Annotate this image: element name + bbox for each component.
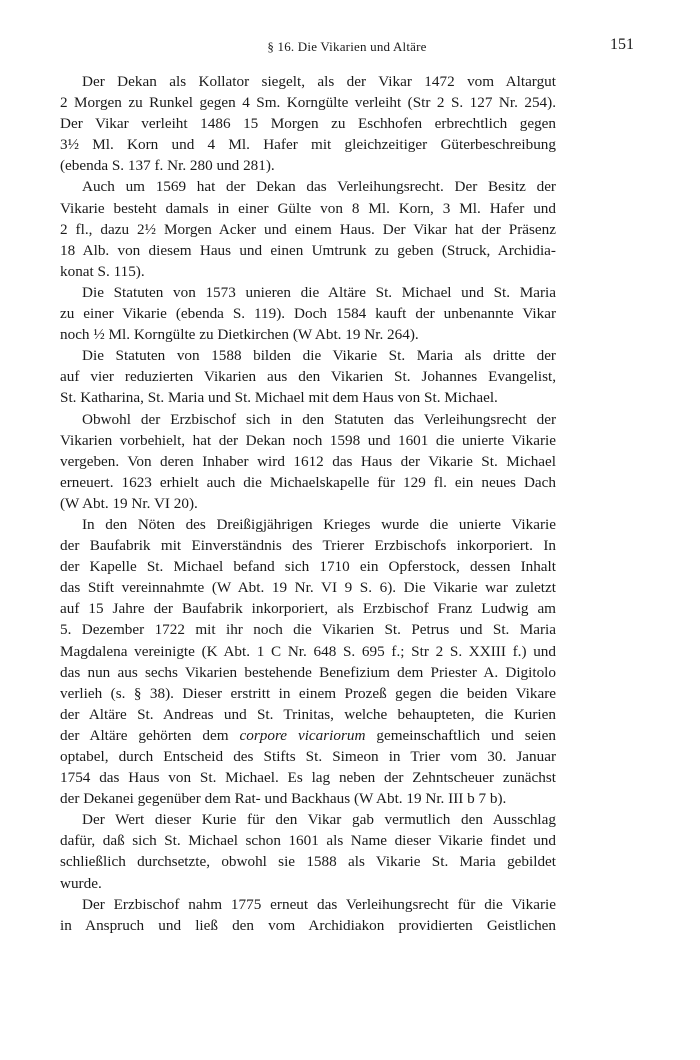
paragraph [60,809,556,893]
text-line: Vikarien vorbehielt, hat der Dekan noch 1598 und 1601 die unierte Vikarie [60,431,556,449]
text-line: erneuert. 1623 erhielt auch die Michaelskapelle für 129 fl. ein neues Dach [60,473,556,491]
page-number: 151 [610,36,634,53]
text-line: Magdalena vereinigte (K Abt. 1 C Nr. 648 S. 695 f.; Str 2 S. XXIII f.) und [60,642,556,660]
text-line: das Stift vereinnahmte (W Abt. 19 Nr. VI 9 S. 6). Die Vikarie war zuletzt [60,579,556,597]
text-line: 18 Alb. von diesem Haus und einen Umtrunk zu geben (Struck, Archidia- [60,241,556,259]
text-line: (W Abt. 19 Nr. VI 20). [60,494,198,512]
text-line: 5. Dezember 1722 mit ihr noch die Vikarien St. Petrus und St. Maria [60,621,556,639]
text-line: schließlich durchsetzte, obwohl sie 1588 als Vikarie St. Maria gebildet [60,853,556,871]
paragraph [60,409,556,514]
text-line: auf 15 Jahre der Baufabrik inkorporiert, als Erzbischof Franz Ludwig am [60,600,556,618]
text-line: zu einer Vikarie (ebenda S. 119). Doch 1584 kauft der unbenannte Vikar [60,305,556,323]
text-line: optabel, durch Entscheid des Stifts St. Simeon in Trier vom 30. Januar [60,748,556,765]
text-line: auf vier reduzierten Vikarien aus den Vikarien St. Johannes Evangelist, [60,368,556,386]
text-line: verlieh (s. § 38). Dieser erstritt in einem Prozeß gegen die beiden Vikare [60,684,556,702]
text-line: in Anspruch und ließ den vom Archidiakon providierten Geistlichen [60,916,556,934]
text-line: In den Nöten des Dreißigjährigen Krieges wurde die unierte Vikarie [82,515,556,533]
text-line: der Kapelle St. Michael befand sich 1710 ein Opferstock, dessen Inhalt [60,558,556,576]
text-line: Der Wert dieser Kurie für den Vikar gab vermutlich den Ausschlag [82,811,556,829]
text-line: St. Katharina, St. Maria und St. Michael mit dem Haus von St. Michael. [60,389,498,407]
text-line: Der Dekan als Kollator siegelt, als der Vikar 1472 vom Altargut [82,73,556,90]
text-line: der Baufabrik mit Einverständnis des Trierer Erzbischofs inkorporiert. In [60,537,556,555]
paragraph [60,345,556,408]
paragraph [60,894,556,936]
text-line: 3½ Ml. Korn und 4 Ml. Hafer mit gleichzeitiger Güterbeschreibung [60,136,556,154]
text-line: Der Erzbischof nahm 1775 erneut das Verleihungsrecht für die Vikarie [82,895,556,913]
paragraph [60,71,556,176]
text-line: wurde. [60,874,102,892]
text-line: das nun aus sechs Vikarien bestehende Benefizium dem Priester A. Digitolo [60,663,556,681]
text-line: dafür, daß sich St. Michael schon 1601 als Name dieser Vikarie findet und [60,832,556,850]
text-line: vergeben. Von deren Inhaber wird 1612 das Haus der Vikarie St. Michael [60,452,556,470]
paragraph [60,176,556,281]
text-line: 2 Morgen zu Runkel gegen 4 Sm. Korngülte verleiht (Str 2 S. 127 Nr. 254). [60,94,556,112]
text-line: noch ½ Ml. Korngülte zu Dietkirchen (W Abt. 19 Nr. 264). [60,326,419,344]
text-line: 1754 das Haus von St. Michael. Es lag neben der Zehntscheuer zunächst [60,769,556,787]
text-line: Auch um 1569 hat der Dekan das Verleihungsrecht. Der Besitz der [82,178,556,196]
running-header [60,36,634,58]
text-line: Vikarie besteht damals in einer Gülte von 8 Ml. Korn, 3 Ml. Hafer und [60,199,556,217]
body-text [60,71,556,936]
text-line: (ebenda S. 137 f. Nr. 280 und 281). [60,157,275,175]
text-line: Obwohl der Erzbischof sich in den Statuten das Verleihungsrecht der [82,410,556,428]
text-line: Die Statuten von 1573 unieren die Altäre St. Michael und St. Maria [82,283,556,301]
running-title: § 16. Die Vikarien und Altäre [267,39,427,54]
paragraph [60,282,556,345]
text-line: der Dekanei gegenüber dem Rat- und Backhaus (W Abt. 19 Nr. III b 7 b). [60,790,507,808]
text-line: 2 fl., dazu 2½ Morgen Acker und einem Haus. Der Vikar hat der Präsenz [60,220,556,238]
text-line: Die Statuten von 1588 bilden die Vikarie St. Maria als dritte der [82,347,556,365]
text-line: Der Vikar verleiht 1486 15 Morgen zu Eschhofen erbrechtlich gegen [60,115,556,133]
text-line: konat S. 115). [60,262,145,280]
italic-phrase: corpore vicariorum [239,726,366,744]
text-line: der Altäre St. Andreas und St. Trinitas, welche behaupteten, die Kurien [60,705,556,723]
text-line: der Altäre gehörten dem corpore vicariorum gemeinschaftlich und seien [60,726,556,744]
paragraph [60,514,556,809]
